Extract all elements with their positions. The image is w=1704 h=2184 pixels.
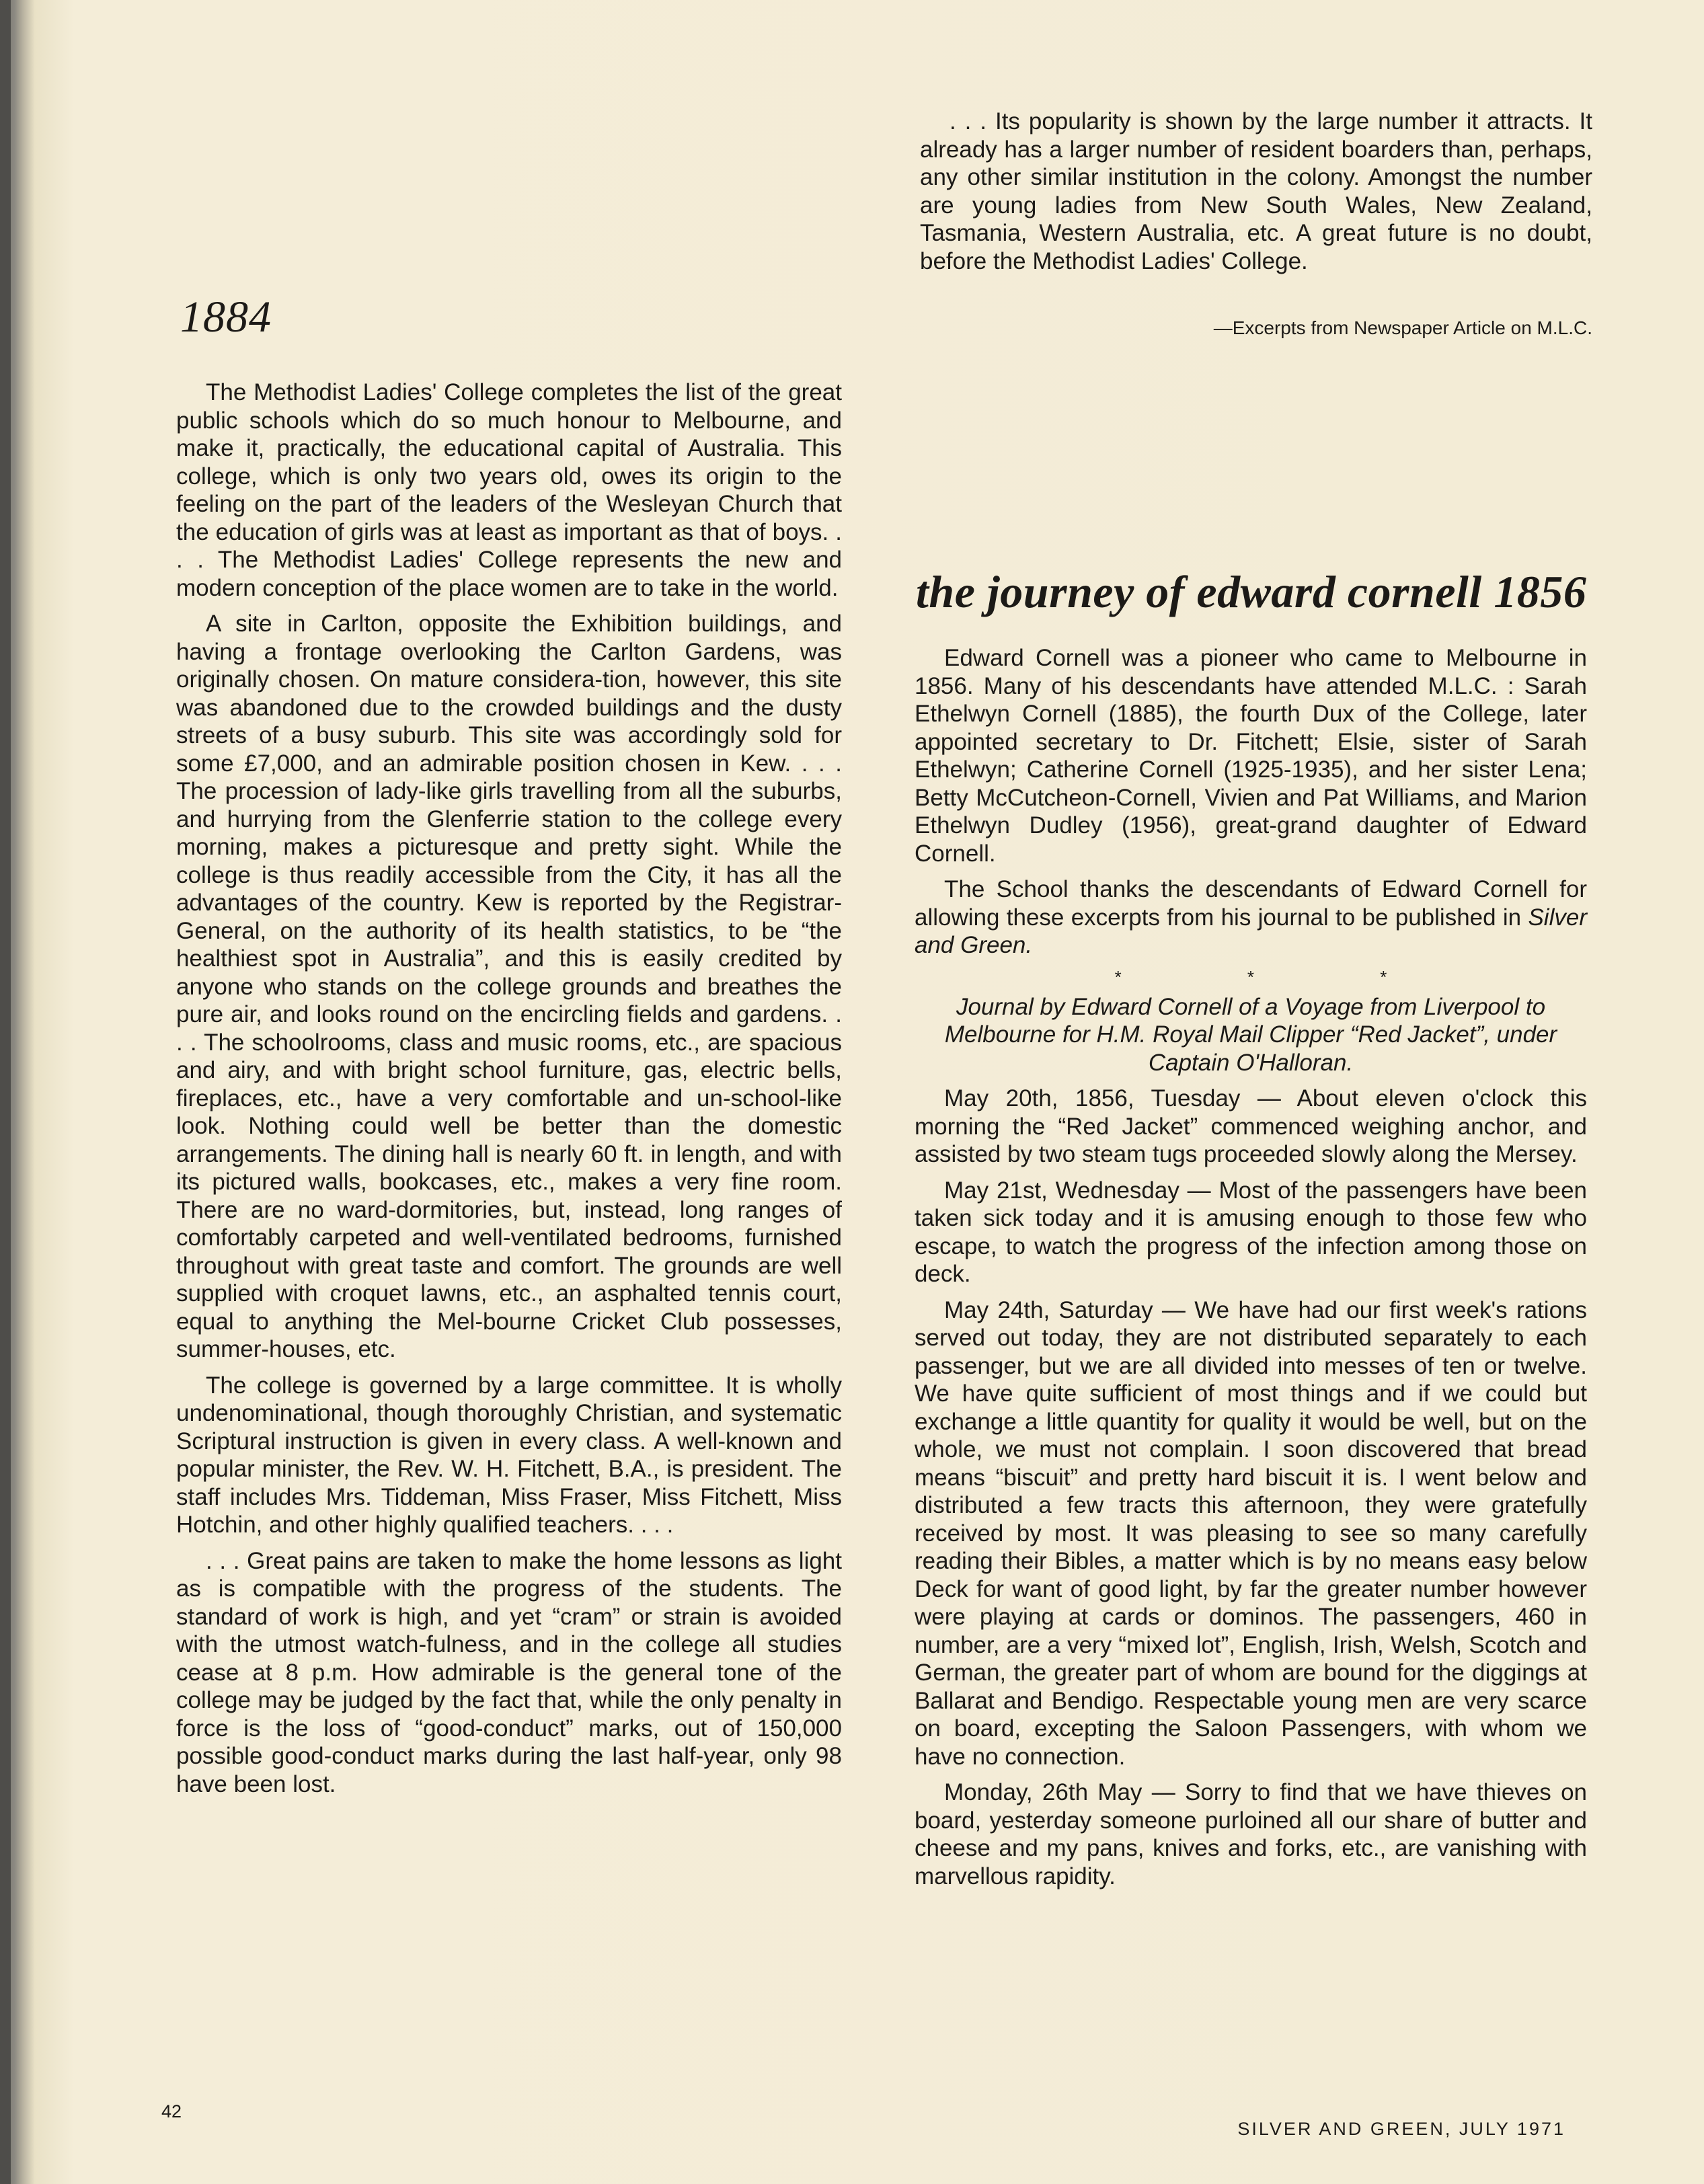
journal-entry: Monday, 26th May — Sorry to find that we have thieves on board, yesterday someone purloined all our share of butter and cheese and my pans, knives and forks, etc., are vanishing with marvellous rapidity.	[915, 1779, 1587, 1889]
excerpt-attribution: —Excerpts from Newspaper Article on M.L.C.	[1213, 317, 1592, 338]
section-heading-1884: 1884	[180, 292, 272, 342]
paragraph: The college is governed by a large committee. It is wholly undenominational, though thoroughly Christian, and systematic Scriptural instruction is given in every class. A well-known and popular minister, the Rev. W. H. Fitchett, B.A., is president. The staff includes Mrs. Tiddeman, Miss Fraser, Miss Fitchett, Miss Hotchin, and other highly qualified teachers. . . .	[176, 1372, 842, 1538]
journal-entry: May 21st, Wednesday — Most of the passengers have been taken sick today and it is amusing enough to those few who escape, to watch the progress of the infection among those on deck.	[915, 1177, 1587, 1287]
running-footer: SILVER AND GREEN, JULY 1971	[1237, 2119, 1565, 2139]
right-column	[915, 644, 1587, 1898]
section-divider-stars: * * *	[1114, 966, 1448, 987]
article-heading: the journey of edward cornell 1856	[916, 566, 1587, 617]
thanks-text: The School thanks the descendants of Edward Cornell for allowing these excerpts from his journal to be published in	[915, 876, 1587, 931]
left-column	[176, 379, 842, 1806]
paragraph: . . . Its popularity is shown by the large number it attracts. It already has a larger number of resident boarders than, perhaps, any other similar institution in the colony. Amongst the number are young ladies from New South Wales, New Zealand, Tasmania, Western Australia, etc. A great future is no doubt, before the Methodist Ladies' College.	[920, 108, 1592, 274]
paragraph: . . . Great pains are taken to make the home lessons as light as is compatible with the progress of the students. The standard of work is high, and yet “cram” or strain is avoided with the utmost watch-fulness, and in the college all studies cease at 8 p.m. How admirable is the general tone of the college may be judged by the fact that, while the only penalty in force is the loss of “good-conduct” marks, out of 150,000 possible good-conduct marks during the last half-year, only 98 have been lost.	[176, 1547, 842, 1797]
journal-entry: May 24th, Saturday — We have had our first week's rations served out today, they are not distributed separately to each passenger, but we are all divided into messes of ten or twelve. We have quite sufficient of most things and if we could but exchange a little quantity for quality it would be well, but on the whole, we must not complain. I soon discovered that bread means “biscuit” and pretty hard biscuit it is. I went below and distributed a few tracts this afternoon, they were gratefully received by most. It was pleasing to see so many carefully reading their Bibles, a matter which is by no means easy below Deck for want of good light, by far the greater number however were playing at cards or dominos. The passengers, 460 in number, are a very “mixed lot”, English, Irish, Welsh, Scotch and German, the greater part of whom are bound for the diggings at Ballarat and Bendigo. Respectable young men are very scarce on board, excepting the Saloon Passengers, with whom we have no connection.	[915, 1296, 1587, 1770]
intro-paragraph: Edward Cornell was a pioneer who came to Melbourne in 1856. Many of his descendants have attended M.L.C. : Sarah Ethelwyn Cornell (1885), the fourth Dux of the College, later appointed secretary to Dr. Fitchett; Elsie, sister of Sarah Ethelwyn; Catherine Cornell (1925-1935), and her sister Lena; Betty McCutcheon-Cornell, Vivien and Pat Williams, and Marion Ethelwyn Dudley (1956), great-grand daughter of Edward Cornell.	[915, 645, 1587, 867]
paragraph: A site in Carlton, opposite the Exhibition buildings, and having a frontage overlooking the Carlton Gardens, was originally chosen. On mature considera-tion, however, this site was abandoned due to the crowded buildings and the dusty streets of a busy suburb. This site was accordingly sold for some £7,000, and an admirable position chosen in Kew. . . . The procession of lady-like girls travelling from all the suburbs, and hurrying from the Glenferrie station to the college every morning, makes a picturesque and pretty sight. While the college is thus readily accessible from the City, it has all the advantages of the country. Kew is reported by the Registrar-General, on the authority of its health statistics, to be “the healthiest spot in Australia”, and this is easily credited by anyone who stands on the college grounds and breathes the pure air, and looks round on the encircling fields and gardens. . . . The schoolrooms, class and music rooms, etc., are spacious and airy, and with bright school furniture, gas, electric bells, fireplaces, etc., have a very comfortable and un-school-like look. Nothing could well be better than the domestic arrangements. The dining hall is nearly 60 ft. in length, and with its pictured walls, bookcases, etc., makes a very fine room. There are no ward-dormitories, but, instead, long ranges of comfortably carpeted and well-ventilated bedrooms, furnished throughout with great taste and comfort. The grounds are well supplied with croquet lawns, etc., an asphalted tennis court, equal to anything the Mel-bourne Cricket Club possesses, summer-houses, etc.	[176, 611, 842, 1362]
thanks-paragraph	[915, 875, 1587, 960]
newspaper-excerpt	[920, 108, 1592, 283]
page-number: 42	[161, 2101, 182, 2121]
journal-entry: May 20th, 1856, Tuesday — About eleven o'clock this morning the “Red Jacket” commenced weighing anchor, and assisted by two steam tugs proceeded slowly along the Mersey.	[915, 1085, 1587, 1167]
publication-name: Silver and Green.	[915, 904, 1587, 958]
journal-title: Journal by Edward Cornell of a Voyage from Liverpool to Melbourne for H.M. Royal Mail Clipper “Red Jacket”, under Captain O'Halloran.	[944, 993, 1557, 1076]
binding-spine	[0, 0, 11, 2184]
paragraph: The Methodist Ladies' College completes the list of the great public schools which do so much honour to Melbourne, and make it, practically, the educational capital of Australia. This college, which is only two years old, owes its origin to the feeling on the part of the leaders of the Wesleyan Church that the education of girls was at least as important as that of boys. . . . The Methodist Ladies' College represents the new and modern conception of the place women are to take in the world.	[176, 379, 842, 601]
